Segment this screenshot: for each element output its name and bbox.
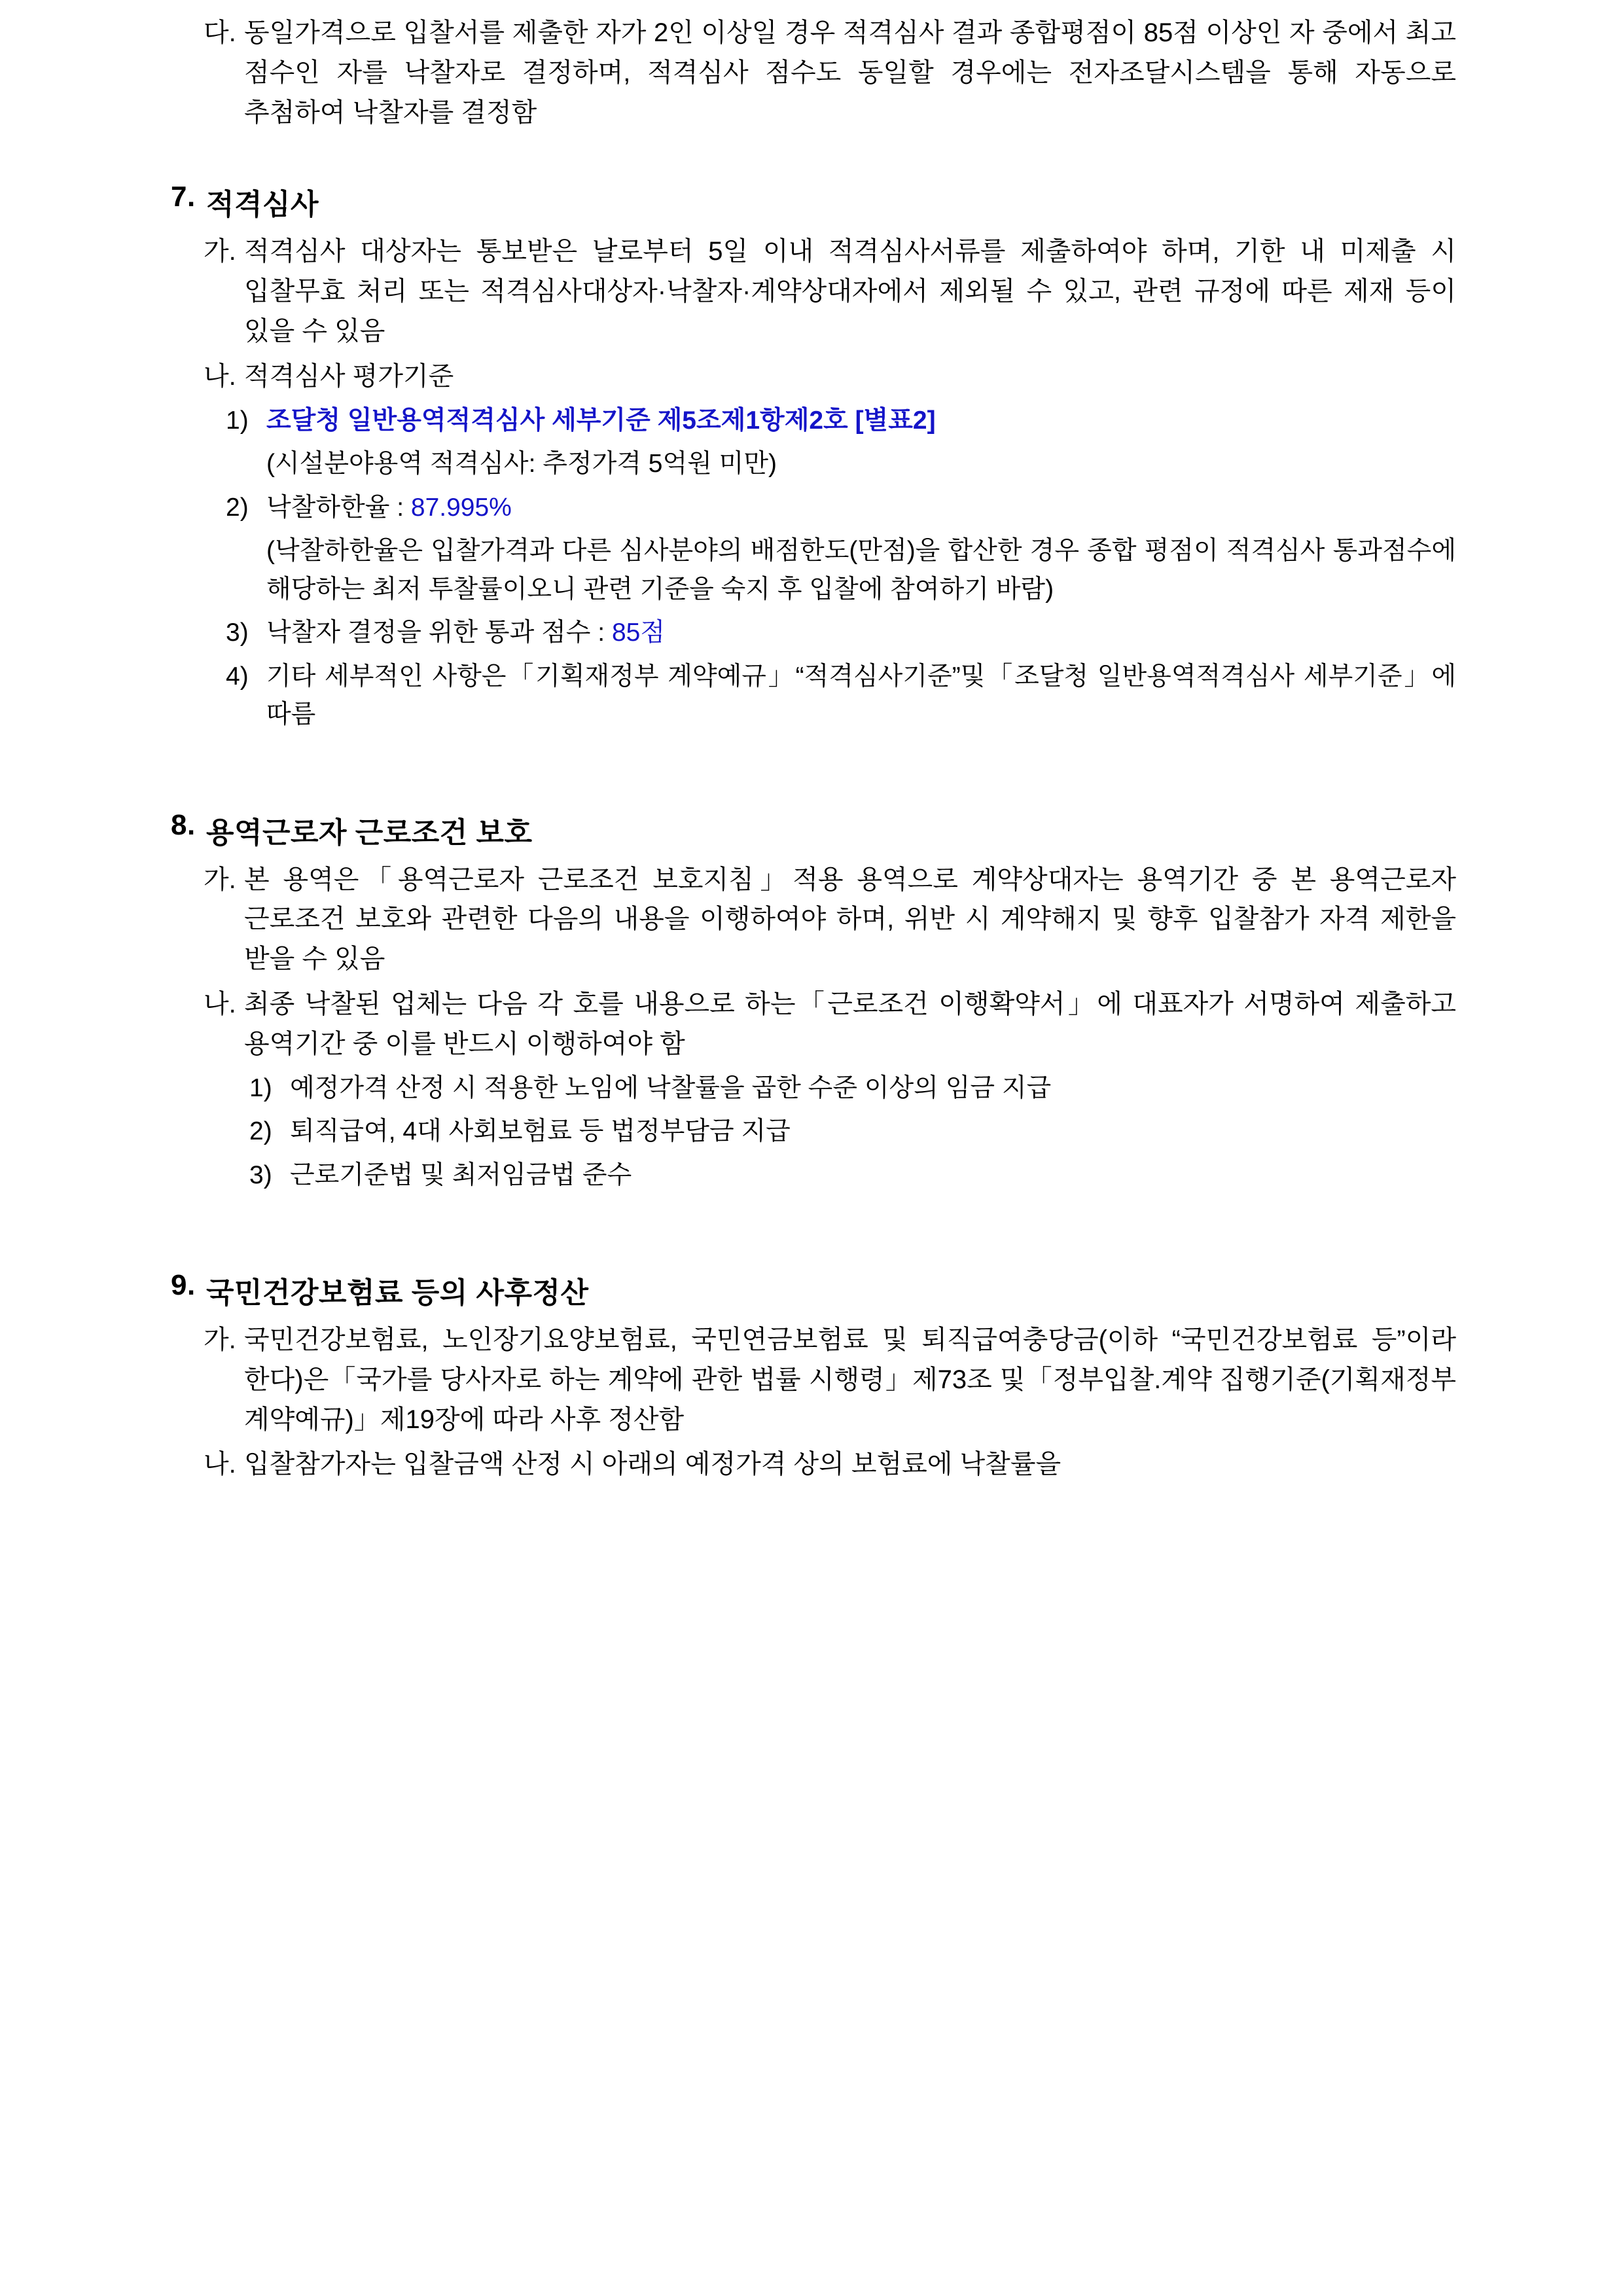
list-marker: 가. [204,865,236,894]
list-text: 적격심사 대상자는 통보받은 날로부터 5일 이내 적격심사서류를 제출하여야 하며, 기한 내 미제출 시 입찰무효 처리 또는 적격심사대상자·낙찰자·계약상대자에서 제외될 수 있고, 관련 규정에 따른 제재 등이 있을 수 있음 [244,237,1456,346]
list-item [167,1157,1456,1195]
list-marker: 나. [204,1450,236,1479]
list-marker: 1) [226,406,249,435]
section-heading-7 [167,181,1456,223]
list-text: 동일가격으로 입찰서를 제출한 자가 2인 이상일 경우 적격심사 결과 종합평점이 85점 이상인 자 중에서 최고 점수인 자를 낙찰자로 결정하며, 적격심사 점수도 동일할 경우에는 전자조달시스템을 통해 자동으로 추첨하여 낙찰자를 결정함 [244,18,1456,127]
list-marker: 나. [204,989,236,1018]
list-text: 국민건강보험료, 노인장기요양보험료, 국민연금보험료 및 퇴직급여충당금(이하 “국민건강보험료 등”이라 한다)은「국가를 당사자로 하는 계약에 관한 법률 시행령」제73조 및「정부입찰.계약 집행기준(기획재정부 계약예규)」제19장에 따라 사후 정산함 [244,1325,1456,1434]
list-marker: 3) [226,619,249,647]
list-item [167,402,1456,440]
list-item [167,1113,1456,1151]
section-number: 7. [171,181,196,213]
spacer [167,1243,1456,1269]
list-marker: 1) [249,1073,272,1102]
list-marker: 가. [204,1325,236,1355]
list-text: 기타 세부적인 사항은「기획재정부 계약예규」“적격심사기준”및「조달청 일반용역적격심사 세부기준」에 따름 [266,662,1456,729]
lower-limit-value: 87.995% [410,493,512,522]
list-marker: 다. [204,18,236,47]
list-item [167,1320,1456,1439]
section-title: 국민건강보험료 등의 사후정산 [206,1277,589,1310]
spacer [167,783,1456,809]
list-text: 입찰참가자는 입찰금액 산정 시 아래의 예정가격 상의 보험료에 낙찰률을 [244,1450,1061,1479]
section-number: 9. [171,1269,196,1302]
section-heading-9 [167,1269,1456,1311]
list-text: 예정가격 산정 시 적용한 노임에 낙찰률을 곱한 수준 이상의 임금 지급 [290,1073,1052,1102]
list-marker: 4) [226,662,249,691]
list-item [167,1444,1456,1484]
list-text: 적격심사 평가기준 [244,361,454,391]
list-item [167,357,1456,397]
section-number: 8. [171,808,196,841]
list-text: 본 용역은「용역근로자 근로조건 보호지침」적용 용역으로 계약상대자는 용역기간 중 본 용역근로자 근로조건 보호와 관련한 다음의 내용을 이행하여야 하며, 위반 시 계약해지 및 향후 입찰참가 자격 제한을 받을 수 있음 [244,865,1456,974]
criteria-note: (시설분야용역 적격심사: 추정가격 5억원 미만) [266,450,777,478]
section-heading-8 [167,809,1456,851]
list-text [266,489,1456,528]
list-marker: 2) [226,493,249,522]
list-item [167,984,1456,1064]
list-item [167,232,1456,351]
lower-limit-label: 낙찰하한율 : [266,493,411,522]
document-body [167,13,1456,1484]
list-marker: 나. [204,361,236,391]
lower-limit-note: (낙찰하한율은 입찰가격과 다른 심사분야의 배점한도(만점)을 합산한 경우 종합 평점이 적격심사 통과점수에 해당하는 최저 투찰률이오니 관련 기준을 숙지 후 입찰에 참여하기 바람) [266,537,1456,603]
list-item [167,13,1456,132]
list-marker: 가. [204,237,236,266]
spacer [167,740,1456,783]
list-item [167,614,1456,653]
list-text [266,614,1456,653]
list-item [167,860,1456,979]
list-text: 근로기준법 및 최저임금법 준수 [290,1160,632,1189]
list-text: 최종 낙찰된 업체는 다음 각 호를 내용으로 하는「근로조건 이행확약서」에 대표자가 서명하여 제출하고 용역기간 중 이를 반드시 이행하여야 함 [244,989,1456,1058]
spacer [167,137,1456,181]
list-marker: 3) [249,1160,272,1189]
list-item [167,658,1456,734]
list-item [167,1069,1456,1108]
list-marker: 2) [249,1117,272,1146]
section-title: 용역근로자 근로조건 보호 [206,816,533,849]
pass-score-value: 85점 [611,619,665,647]
spacer [167,1200,1456,1243]
pass-score-label: 낙찰자 결정을 위한 통과 점수 : [266,619,612,647]
criteria-link[interactable]: 조달청 일반용역적격심사 세부기준 제5조제1항제2호 [별표2] [266,406,936,435]
section-title: 적격심사 [206,188,319,221]
list-item [167,489,1456,528]
list-text: 퇴직급여, 4대 사회보험료 등 법정부담금 지급 [290,1117,791,1146]
